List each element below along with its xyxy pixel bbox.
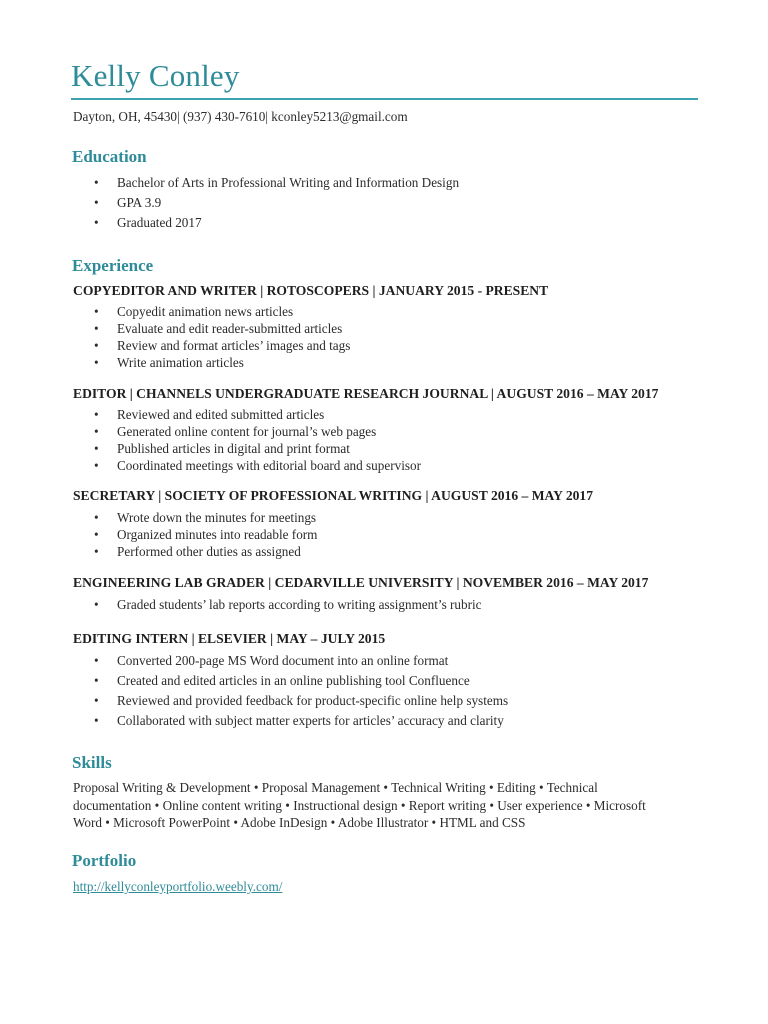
- portfolio-heading: Portfolio: [72, 851, 137, 870]
- list-item: • Performed other duties as assigned: [94, 543, 317, 560]
- job-title: EDITING INTERN | ELSEVIER | MAY – JULY 2015: [73, 631, 386, 646]
- job-title: COPYEDITOR AND WRITER | ROTOSCOPERS | JANUARY 2015 - PRESENT: [73, 283, 549, 298]
- list-item: • Created and edited articles in an online publishing tool Confluence: [94, 671, 508, 691]
- education-heading: Education: [72, 147, 147, 166]
- list-item: • Graduated 2017: [94, 213, 459, 233]
- skills-heading: Skills: [72, 753, 112, 772]
- list-item: • Review and format articles’ images and tags: [94, 337, 350, 354]
- list-item: • Reviewed and edited submitted articles: [94, 406, 421, 423]
- job-title: SECRETARY | SOCIETY OF PROFESSIONAL WRITING | AUGUST 2016 – MAY 2017: [73, 488, 594, 503]
- portfolio-link[interactable]: http://kellyconleyportfolio.weebly.com/: [73, 879, 283, 894]
- job-duties-list: [94, 509, 317, 560]
- list-item: • Generated online content for journal’s web pages: [94, 423, 421, 440]
- contact-line: Dayton, OH, 45430| (937) 430-7610| kconley5213@gmail.com: [73, 109, 408, 124]
- job-title: EDITOR | CHANNELS UNDERGRADUATE RESEARCH JOURNAL | AUGUST 2016 – MAY 2017: [73, 386, 659, 401]
- list-item: • Copyedit animation news articles: [94, 303, 350, 320]
- list-item: • Converted 200-page MS Word document into an online format: [94, 651, 508, 671]
- list-item: • Organized minutes into readable form: [94, 526, 317, 543]
- list-item: • Coordinated meetings with editorial board and supervisor: [94, 457, 421, 474]
- list-item: • GPA 3.9: [94, 193, 459, 213]
- list-item: • Published articles in digital and print format: [94, 440, 421, 457]
- experience-heading: Experience: [72, 256, 154, 275]
- education-list: [94, 173, 459, 233]
- resume-name: Kelly Conley: [71, 58, 240, 93]
- list-item: • Bachelor of Arts in Professional Writing and Information Design: [94, 173, 459, 193]
- list-item: • Evaluate and edit reader-submitted articles: [94, 320, 350, 337]
- list-item: • Reviewed and provided feedback for product-specific online help systems: [94, 691, 508, 711]
- list-item: • Collaborated with subject matter experts for articles’ accuracy and clarity: [94, 711, 508, 731]
- job-duties-list: [94, 303, 350, 371]
- job-duties-list: [94, 651, 508, 731]
- job-duties-list: [94, 596, 482, 613]
- header-divider: [71, 98, 698, 100]
- job-duties-list: [94, 406, 421, 474]
- job-title: ENGINEERING LAB GRADER | CEDARVILLE UNIVERSITY | NOVEMBER 2016 – MAY 2017: [73, 575, 649, 590]
- list-item: • Write animation articles: [94, 354, 350, 371]
- list-item: • Wrote down the minutes for meetings: [94, 509, 317, 526]
- list-item: • Graded students’ lab reports according to writing assignment’s rubric: [94, 596, 482, 613]
- skills-text: Proposal Writing & Development • Proposal Management • Technical Writing • Editing • Technical documentation • Online content writing • Instructional design • Report writing • User experience • Microsoft Word • Microsoft PowerPoint • Adobe InDesign • Adobe Illustrator • HTML and CSS: [73, 780, 646, 830]
